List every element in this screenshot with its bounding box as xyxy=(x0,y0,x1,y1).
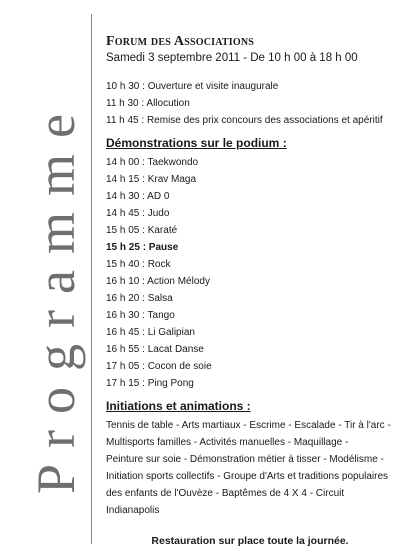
schedule-item: 16 h 30 : Tango xyxy=(106,310,175,321)
schedule-item: 14 h 45 : Judo xyxy=(106,208,170,219)
programme-vertical-title: Programme xyxy=(26,98,86,494)
schedule-item: 11 h 30 : Allocution xyxy=(106,98,190,109)
vertical-divider xyxy=(91,14,92,544)
initiations-line: des enfants de l'Ouvèze - Baptêmes de 4 X 4 - Circuit Indianapolis xyxy=(106,488,345,516)
pause-item: 15 h 25 : Pause xyxy=(106,242,179,253)
schedule-item: 14 h 15 : Krav Maga xyxy=(106,174,197,185)
initiations-text xyxy=(106,417,396,519)
schedule-item: 14 h 30 : AD 0 xyxy=(106,191,170,202)
event-date: Samedi 3 septembre 2011 - De 10 h 00 à 18 h 00 xyxy=(106,52,358,64)
sidebar xyxy=(0,0,92,560)
initiations-line: Multisports familles - Activités manuelles - Maquillage - xyxy=(106,437,349,448)
schedule-item: 17 h 15 : Ping Pong xyxy=(106,378,194,389)
initiations-heading: Initiations et animations : xyxy=(106,399,251,413)
schedule-item: 15 h 40 : Rock xyxy=(106,259,171,270)
program-content xyxy=(106,34,394,547)
schedule-item: 16 h 10 : Action Mélody xyxy=(106,276,210,287)
schedule-item: 16 h 55 : Lacat Danse xyxy=(106,344,204,355)
initiations-line: Tennis de table - Arts martiaux - Escrime - Escalade - Tir à l'arc - xyxy=(106,420,391,431)
event-title: Forum des Associations xyxy=(106,34,255,49)
schedule-item: 14 h 00 : Taekwondo xyxy=(106,157,199,168)
demos-list xyxy=(106,154,394,392)
schedule-item: 11 h 45 : Remise des prix concours des associations et apéritif xyxy=(106,115,383,126)
schedule-item: 16 h 20 : Salsa xyxy=(106,293,173,304)
opening-list xyxy=(106,78,394,129)
initiations-line: Peinture sur soie - Démonstration métier à tisser - Modélisme - xyxy=(106,454,384,465)
demos-heading: Démonstrations sur le podium : xyxy=(106,136,287,150)
schedule-item: 10 h 30 : Ouverture et visite inaugurale xyxy=(106,81,279,92)
initiations-line: Initiation sports collectifs - Groupe d'Arts et traditions populaires xyxy=(106,471,389,482)
schedule-item: 17 h 05 : Cocon de soie xyxy=(106,361,212,372)
catering-note: Restauration sur place toute la journée. xyxy=(151,535,349,547)
schedule-item: 15 h 05 : Karaté xyxy=(106,225,178,236)
schedule-item: 16 h 45 : Li Galipian xyxy=(106,327,195,338)
